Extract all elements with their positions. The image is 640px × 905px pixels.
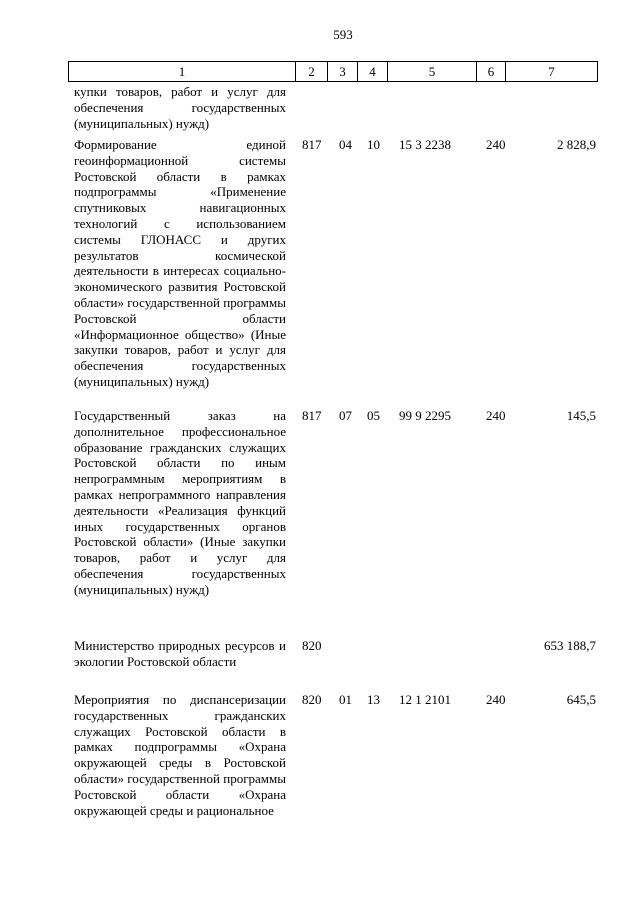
row-name: Мероприятия по диспансеризации государственных гражданских служащих Ростовской области в рамках подпрограммы «Охрана окружающей среды в Ростовской области» государственной программы Ростовской области «Охрана окружающей среды и рациональное [74, 692, 286, 818]
row-grbs: 817 [302, 408, 322, 423]
row-csr: 99 9 2295 [399, 408, 451, 423]
row-podrazdel: 10 [367, 137, 380, 152]
row-grbs: 820 [302, 638, 322, 653]
table-header-row [68, 61, 598, 82]
row-name: купки товаров, работ и услуг для обеспечения государственных (муниципальных) нужд) [74, 84, 286, 131]
header-col-7: 7 [505, 62, 597, 81]
row-name: Государственный заказ на дополнительное профессиональное образование гражданских служащих Ростовской области по иным непрограммным мероприятиям в рамках непрограммного направления деятельности «Реализация функций иных государственных органов Ростовской области» (Иные закупки товаров, работ и услуг для обеспечения государственных (муниципальных) нужд) [74, 408, 286, 597]
header-col-2: 2 [295, 62, 327, 81]
row-razdel: 07 [339, 408, 352, 423]
row-vr: 240 [486, 692, 506, 707]
header-col-5: 5 [387, 62, 476, 81]
row-sum: 145,5 [566, 408, 596, 423]
row-csr: 15 3 2238 [399, 137, 451, 152]
row-podrazdel: 05 [367, 408, 380, 423]
row-grbs: 817 [302, 137, 322, 152]
row-name: Министерство природных ресурсов и экологии Ростовской области [74, 638, 286, 669]
row-name: Формирование единой геоинформационной системы Ростовской области в рамках подпрограммы «Применение спутниковых навигационных технологий с использованием системы ГЛОНАСС и других результатов космической деятельности в интересах социально-экономического развития Ростовской области» государственной программы Ростовской области «Информационное общество» (Иные закупки товаров, работ и услуг для обеспечения государственных (муниципальных) нужд) [74, 137, 286, 389]
row-sum: 645,5 [566, 692, 596, 707]
row-sum: 2 828,9 [557, 137, 596, 152]
header-col-1: 1 [178, 64, 186, 79]
row-podrazdel: 13 [367, 692, 380, 707]
page-number: 593 [333, 27, 353, 42]
row-razdel: 01 [339, 692, 352, 707]
row-csr: 12 1 2101 [399, 692, 451, 707]
row-vr: 240 [486, 137, 506, 152]
row-sum: 653 188,7 [544, 638, 596, 653]
header-col-3: 3 [327, 62, 357, 81]
row-grbs: 820 [302, 692, 322, 707]
row-vr: 240 [486, 408, 506, 423]
header-col-6: 6 [476, 62, 505, 81]
row-razdel: 04 [339, 137, 352, 152]
header-col-4: 4 [357, 62, 387, 81]
